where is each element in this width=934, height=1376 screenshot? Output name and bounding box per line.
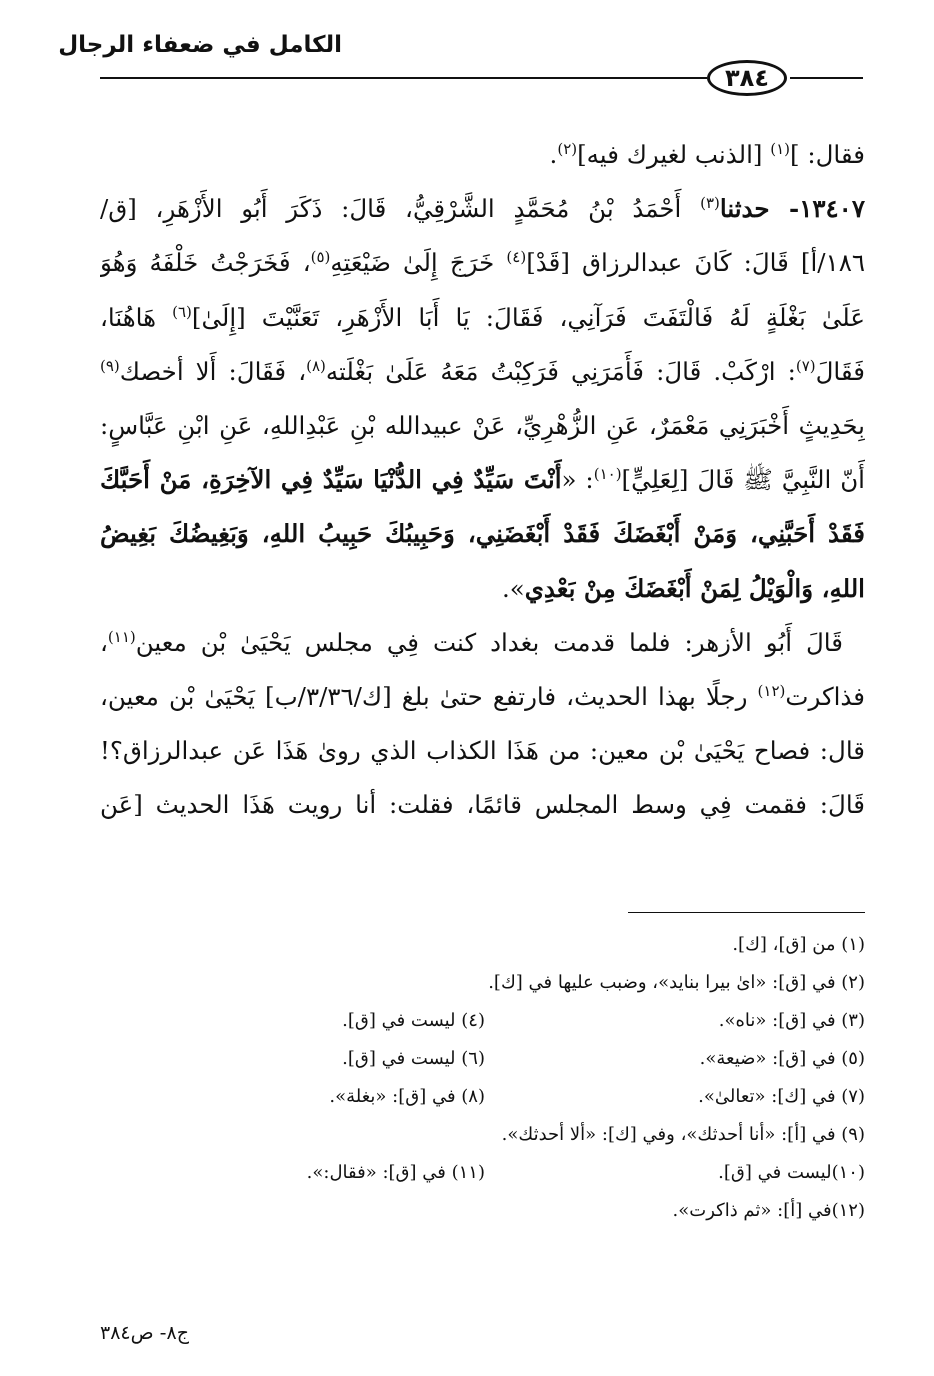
footnote: (٤) ليست في [ق]. — [342, 1010, 485, 1031]
text-line-11: فذاكرت$^{(١٢)}$ رجلًا بهذا الحديث، فارتفع حتىٰ بلغ [ك/٣/٣٦/ب] يَحْيَىٰ بْن معين، — [100, 681, 865, 712]
footnote-row — [100, 926, 865, 964]
hadith-text: أَنْتَ سَيِّدٌ فِي الدُّنْيَا سَيِّدٌ فِي الآخِرَةِ، مَنْ أَحَبَّكَ — [100, 465, 562, 495]
text-line-12: قال: فصاح يَحْيَىٰ بْن معين: من هَذَا الكذاب الذي روىٰ هَذَا عَن عبدالرزاق؟! — [100, 736, 865, 766]
header-rule-left — [100, 77, 707, 79]
text-line-4: عَلَىٰ بَغْلَةٍ لَهُ فَالْتَفَتَ فَرَآنِي، فَقَالَ: يَا أَبَا الأَزْهَرِ، تَعَنَّيْتَ [إِلَىٰ]$^{(٦)}$ هَاهُنَا، — [100, 302, 865, 332]
text-line-13: قَالَ: فقمت فِي وسط المجلس قائمًا، فقلت: أنا رويت هَذَا الحديث [عَن — [100, 790, 865, 820]
text-line-1: فقال: ]$^{(١)}$ [الذنب لغيرك فيه]$^{(٢)}$. — [549, 139, 865, 169]
footnote: (٢) في [ق]: «اىٰ بيرا بنايد»، وضبب عليها في [ك]. — [488, 972, 865, 993]
header-rule-right — [790, 77, 863, 79]
main-text — [100, 128, 865, 833]
hadith-number: ١٣٤٠٧- — [769, 194, 865, 224]
footnote: (٥) في [ق]: «ضيعة». — [699, 1048, 865, 1069]
text-line-8: فَقَدْ أَحَبَّنِي، وَمَنْ أَبْغَضَكَ فَقَدْ أَبْغَضَنِي، وَحَبِيبُكَ حَبِيبُ اللهِ، وَبَغِيضُكَ بَغِيضُ — [100, 519, 865, 549]
text-line-9: اللهِ، وَالْوَيْلُ لِمَنْ أَبْغَضَكَ مِنْ بَعْدِي». — [501, 573, 865, 603]
text-line-7: أَنّ النَّبِيَّ ﷺ قَالَ [لِعَلِيٍّ]$^{(١٠)}$: «أَنْتَ سَيِّدٌ فِي الدُّنْيَا سَيِّدٌ فِي الآخِرَةِ، مَنْ أَحَبَّكَ — [100, 465, 865, 495]
footnote-row — [100, 1078, 865, 1116]
footnotes — [100, 926, 865, 1230]
footnote-row — [100, 1154, 865, 1192]
book-title: الكامل في ضعفاء الرجال — [58, 32, 342, 58]
volume-page-footer: ج٨- ص٣٨٤ — [100, 1322, 189, 1344]
footnote: (٧) في [ك]: «تعالىٰ». — [698, 1086, 865, 1107]
footnote-row — [100, 964, 865, 1002]
footnote: (١٠)ليست في [ق]. — [718, 1162, 865, 1183]
footnote: (٣) في [ق]: «ناه». — [718, 1010, 865, 1031]
footnote: (١) من [ق]، [ك]. — [732, 934, 865, 955]
haddathana: حدثنا — [719, 194, 770, 224]
footnote: (٦) ليست في [ق]. — [342, 1048, 485, 1069]
text-line-3: ١٨٦/أ] قَالَ: كَانَ عبدالرزاق [قَدْ]$^{(٤)}$ خَرَجَ إِلَىٰ ضَيْعَتِهِ$^{(٥)}$، فَخَرَجْتُ خَلْفَهُ وَهُوَ — [100, 248, 865, 278]
text-line-6: بِحَدِيثٍ أَخْبَرَنِي مَعْمَرٌ، عَنِ الزُّهْرِيِّ، عَنْ عبيدالله بْنِ عَبْدِاللهِ، عَنِ ابْنِ عَبَّاسٍ: — [100, 411, 865, 441]
text-line-2: ١٣٤٠٧- حدثنا$^{(٣)}$ أَحْمَدُ بْنُ مُحَمَّدٍ الشَّرْقِيُّ، قَالَ: ذَكَرَ أَبُو الأَزْهَرِ، [ق/ — [100, 194, 865, 224]
footnote-rule — [628, 912, 865, 913]
footnote: (١١) في [ق]: «فقال:». — [306, 1162, 485, 1183]
footnote-row — [100, 1002, 865, 1040]
footnote-row — [100, 1192, 865, 1230]
page-number: ٣٨٤ — [725, 64, 769, 92]
text-line-5: فَقَالَ$^{(٧)}$: ارْكَبْ. قَالَ: فَأَمَرَنِي فَرَكِبْتُ مَعَهُ عَلَىٰ بَغْلَته$^{(٨)}$، فَقَالَ: أَلا أخصك$^{(٩)}$ — [100, 356, 865, 386]
footnote-row — [100, 1116, 865, 1154]
footnote: (٩) في [أ]: «أنا أحدثك»، وفي [ك]: «ألا أحدثك». — [501, 1124, 865, 1145]
footnote: (١٢)في [أ]: «ثم ذاكرت». — [672, 1200, 865, 1221]
page-number-badge — [707, 60, 787, 96]
footnote: (٨) في [ق]: «بغلة». — [329, 1086, 485, 1107]
text-line-10: قَالَ أَبُو الأزهر: فلما قدمت بغداد كنت فِي مجلس يَحْيَىٰ بْن معين$^{(١١)}$، — [100, 627, 843, 657]
footnote-row — [100, 1040, 865, 1078]
